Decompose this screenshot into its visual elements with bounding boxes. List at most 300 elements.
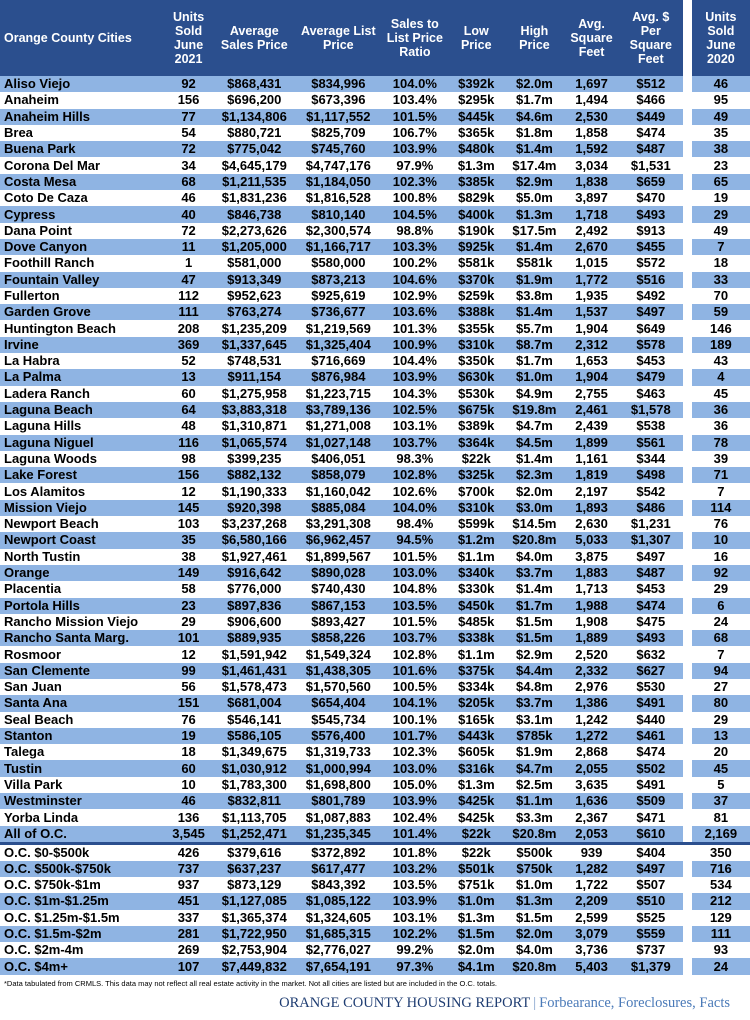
cell-sales-to-list: 103.1%: [392, 909, 437, 925]
cell-high-price: $2.5m: [516, 776, 553, 792]
column-gap: [683, 76, 692, 92]
cell-units-2020: 212: [692, 893, 750, 909]
cell-units-2020: 36: [713, 418, 729, 434]
cell-units-2021: 145: [164, 500, 214, 516]
column-gap: [683, 174, 692, 190]
cell-avg-per-sqft: $466: [636, 92, 666, 108]
column-gap: [683, 402, 692, 418]
cell-high-price: $20.8m: [504, 958, 564, 974]
cell-avg-sales-price: $3,883,318: [213, 402, 295, 418]
cell-low-price: $751k: [458, 877, 495, 893]
cell-sales-to-list: 103.1%: [392, 418, 437, 434]
cell-units-2020: 45: [692, 760, 750, 776]
cell-high-price: $4.0m: [516, 942, 553, 958]
cell-avg-sqft: 1,713: [575, 581, 608, 597]
column-gap: [683, 760, 692, 776]
column-gap: [683, 288, 692, 304]
cell-avg-per-sqft: $530: [636, 679, 666, 695]
column-gap: [683, 223, 692, 239]
cell-avg-per-sqft: $510: [618, 893, 683, 909]
cell-high-price: $2.0m: [504, 926, 564, 942]
cell-avg-list-price: $3,291,308: [305, 516, 371, 532]
column-gap: [683, 843, 692, 861]
cell-city: Ladera Ranch: [4, 385, 90, 401]
column-gap: [683, 157, 692, 173]
column-gap: [683, 926, 692, 942]
cell-sales-to-list: 94.5%: [381, 532, 448, 548]
column-gap: [683, 500, 692, 516]
cell-avg-list-price: $893,427: [311, 613, 366, 629]
cell-avg-sqft: 2,530: [565, 109, 619, 125]
cell-units-2021: 58: [181, 581, 196, 597]
cell-avg-sales-price: $546,141: [227, 711, 282, 727]
column-gap: [683, 744, 692, 760]
cell-avg-per-sqft: $632: [636, 646, 666, 662]
cell-low-price: $829k: [458, 190, 495, 206]
cell-units-2021: 111: [164, 304, 214, 320]
cell-high-price: $17.5m: [512, 222, 557, 238]
cell-units-2020: 45: [713, 385, 729, 401]
cell-sales-to-list: 106.7%: [392, 125, 437, 141]
cell-units-2020: 65: [692, 174, 750, 190]
cell-units-2021: 1: [184, 255, 193, 271]
cell-avg-list-price: $1,160,042: [305, 483, 371, 499]
cell-high-price: $17.4m: [512, 157, 557, 173]
cell-units-2020: 24: [713, 613, 729, 629]
cell-avg-list-price: $1,324,605: [305, 909, 371, 925]
cell-city: Newport Beach: [4, 516, 99, 532]
cell-avg-sqft: 1,883: [565, 565, 619, 581]
cell-sales-to-list: 102.8%: [381, 467, 448, 483]
cell-units-2021: 52: [181, 353, 196, 369]
table-row: [0, 288, 750, 304]
cell-high-price: $5.7m: [516, 320, 553, 336]
table-row: [0, 695, 750, 711]
cell-avg-per-sqft: $561: [618, 435, 683, 451]
cell-avg-sqft: 1,494: [575, 92, 608, 108]
cell-units-2020: 129: [710, 909, 732, 925]
column-gap: [683, 877, 692, 893]
cell-avg-per-sqft: $486: [618, 500, 683, 516]
cell-avg-per-sqft: $649: [636, 320, 666, 336]
cell-avg-sales-price: $7,449,832: [213, 958, 295, 974]
cell-avg-sqft: 1,722: [575, 877, 608, 893]
cell-city: O.C. $500k-$750k: [0, 861, 164, 877]
cell-avg-sqft: 1,161: [575, 450, 608, 466]
cell-avg-list-price: $810,140: [295, 206, 381, 222]
cell-avg-sqft: 2,439: [575, 418, 608, 434]
cell-high-price: $1.1m: [504, 793, 564, 809]
cell-avg-list-price: $580,000: [311, 255, 366, 271]
cell-sales-to-list: 103.9%: [381, 793, 448, 809]
cell-avg-list-price: $867,153: [295, 598, 381, 614]
cell-avg-list-price: $843,392: [311, 877, 366, 893]
table-row: [0, 532, 750, 548]
cell-units-2021: 77: [164, 109, 214, 125]
cell-avg-sqft: 2,520: [575, 646, 608, 662]
cell-avg-sqft: 1,904: [575, 320, 608, 336]
cell-high-price: $20.8m: [504, 826, 564, 844]
cell-avg-sales-price: $916,642: [213, 565, 295, 581]
cell-avg-per-sqft: $559: [618, 926, 683, 942]
cell-sales-to-list: 100.5%: [392, 679, 437, 695]
cell-avg-sqft: 2,209: [565, 893, 619, 909]
cell-units-2020: 111: [692, 926, 750, 942]
cell-sales-to-list: 101.5%: [392, 548, 437, 564]
cell-avg-sales-price: $763,274: [213, 304, 295, 320]
cell-low-price: $205k: [448, 695, 504, 711]
cell-avg-sales-price: $920,398: [213, 500, 295, 516]
cell-avg-sqft: 1,904: [565, 369, 619, 385]
cell-avg-per-sqft: $461: [618, 728, 683, 744]
cell-avg-list-price: $372,892: [311, 844, 366, 860]
cell-units-2021: 369: [164, 337, 214, 353]
cell-avg-list-price: $2,776,027: [305, 942, 371, 958]
table-row: [0, 614, 750, 630]
column-gap: [683, 418, 692, 434]
cell-avg-sales-price: $868,431: [213, 76, 295, 92]
cell-units-2020: 7: [717, 646, 725, 662]
cell-sales-to-list: 97.9%: [396, 157, 434, 173]
cell-city: Anaheim Hills: [0, 109, 164, 125]
cell-city: Brea: [4, 125, 33, 141]
cell-units-2021: 46: [164, 793, 214, 809]
cell-city: Tustin: [0, 760, 164, 776]
cell-low-price: $480k: [448, 141, 504, 157]
cell-avg-sales-price: $581,000: [227, 255, 282, 271]
cell-high-price: $2.0m: [516, 483, 553, 499]
cell-high-price: $19.8m: [504, 402, 564, 418]
report-footer: [279, 995, 730, 1012]
cell-avg-sales-price: $1,127,085: [213, 893, 295, 909]
cell-units-2020: 94: [692, 663, 750, 679]
cell-city: Santa Ana: [0, 695, 164, 711]
cell-city: Huntington Beach: [4, 320, 116, 336]
cell-avg-per-sqft: $440: [636, 711, 666, 727]
table-row: [0, 125, 750, 141]
cell-units-2021: 68: [164, 174, 214, 190]
cell-sales-to-list: 101.5%: [392, 613, 437, 629]
table-row: [0, 679, 750, 695]
footer-topic: Forbearance, Foreclosures, Facts: [539, 995, 730, 1011]
cell-low-price: $334k: [458, 679, 495, 695]
column-gap: [683, 255, 692, 271]
cell-city: Fullerton: [4, 288, 60, 303]
cell-low-price: $310k: [448, 337, 504, 353]
cell-sales-to-list: 100.2%: [392, 255, 437, 271]
cell-avg-sales-price: $1,252,471: [213, 826, 295, 844]
table-row: [0, 861, 750, 877]
cell-avg-sqft: 2,976: [575, 679, 608, 695]
cell-sales-to-list: 102.9%: [392, 288, 437, 303]
cell-units-2020: 33: [692, 272, 750, 288]
cell-avg-sqft: 1,697: [565, 76, 619, 92]
cell-avg-sales-price: $1,578,473: [221, 679, 287, 695]
cell-units-2021: 3,545: [164, 826, 214, 844]
cell-avg-per-sqft: $578: [618, 337, 683, 353]
cell-units-2020: 29: [692, 206, 750, 222]
cell-units-2021: 56: [181, 679, 196, 695]
table-row: [0, 712, 750, 728]
cell-units-2020: 49: [713, 222, 729, 238]
cell-avg-per-sqft: $474: [636, 744, 666, 760]
cell-city: Laguna Woods: [4, 450, 97, 466]
cell-avg-sales-price: $681,004: [213, 695, 295, 711]
table-row: [0, 255, 750, 271]
cell-low-price: $389k: [458, 418, 495, 434]
table-row: [0, 663, 750, 679]
cell-avg-sqft: 1,282: [565, 861, 619, 877]
cell-low-price: $1.3m: [457, 909, 495, 925]
cell-high-price: $2.9m: [504, 174, 564, 190]
cell-low-price: $1.3m: [457, 776, 495, 792]
table-row: [0, 109, 750, 125]
footnote: *Data tabulated from CRMLS. This data may not reflect all real estate activity in the market. Not all cities are listed but are included in the O.C. totals.: [4, 979, 498, 988]
cell-sales-to-list: 104.3%: [392, 385, 437, 401]
cell-sales-to-list: 103.9%: [381, 369, 448, 385]
cell-units-2020: 95: [713, 92, 729, 108]
column-gap: [683, 793, 692, 809]
cell-avg-sales-price: $1,310,871: [221, 418, 287, 434]
cell-avg-sqft: 939: [580, 844, 603, 860]
cell-avg-list-price: $1,549,324: [305, 646, 371, 662]
cell-units-2021: 29: [181, 613, 196, 629]
cell-city: Corona Del Mar: [4, 157, 101, 173]
cell-units-2020: 146: [710, 320, 732, 336]
cell-avg-sales-price: $637,237: [213, 861, 295, 877]
cell-avg-sales-price: $776,000: [227, 581, 282, 597]
cell-city: Los Alamitos: [4, 483, 86, 499]
cell-avg-sqft: 1,592: [565, 141, 619, 157]
cell-avg-sqft: 1,838: [565, 174, 619, 190]
table-row: [0, 565, 750, 581]
cell-avg-per-sqft: $455: [618, 239, 683, 255]
cell-low-price: $630k: [448, 369, 504, 385]
cell-avg-sqft: 2,055: [565, 760, 619, 776]
cell-low-price: $425k: [448, 793, 504, 809]
cell-avg-sales-price: $1,927,461: [221, 548, 287, 564]
cell-avg-list-price: $1,085,122: [295, 893, 381, 909]
cell-avg-list-price: $1,271,008: [305, 418, 371, 434]
cell-high-price: $1.4m: [504, 141, 564, 157]
cell-units-2020: 7: [717, 483, 725, 499]
cell-city: Laguna Beach: [0, 402, 164, 418]
cell-low-price: $392k: [448, 76, 504, 92]
cell-city: Lake Forest: [0, 467, 164, 483]
cell-low-price: $443k: [448, 728, 504, 744]
cell-avg-sales-price: $696,200: [227, 92, 282, 108]
cell-units-2020: 70: [713, 288, 729, 303]
table-row: [0, 76, 750, 92]
cell-low-price: $675k: [448, 402, 504, 418]
column-gap: [683, 630, 692, 646]
cell-avg-sales-price: $1,591,942: [221, 646, 287, 662]
cell-avg-sqft: 1,386: [565, 695, 619, 711]
cell-avg-per-sqft: $487: [618, 141, 683, 157]
column-gap: [683, 337, 692, 353]
cell-units-2021: 12: [181, 483, 196, 499]
cell-avg-sqft: 2,755: [575, 385, 608, 401]
cell-avg-list-price: $834,996: [295, 76, 381, 92]
cell-avg-list-price: $740,430: [311, 581, 366, 597]
table-row: [0, 239, 750, 255]
cell-city: O.C. $1m-$1.25m: [0, 893, 164, 909]
cell-low-price: $310k: [448, 500, 504, 516]
cell-avg-sales-price: $3,237,268: [221, 516, 287, 532]
column-gap: [683, 777, 692, 793]
cell-units-2021: 208: [177, 320, 200, 336]
cell-high-price: $14.5m: [512, 516, 557, 532]
cell-high-price: $2.3m: [504, 467, 564, 483]
cell-avg-sales-price: $880,721: [227, 125, 282, 141]
header-avg-sqft: Avg. Square Feet: [565, 0, 619, 76]
table-row: [0, 190, 750, 206]
cell-avg-sales-price: $1,722,950: [213, 926, 295, 942]
cell-avg-list-price: $6,962,457: [295, 532, 381, 548]
cell-high-price: $20.8m: [504, 532, 564, 548]
cell-units-2020: 37: [692, 793, 750, 809]
cell-high-price: $4.6m: [504, 109, 564, 125]
column-gap: [683, 712, 692, 728]
cell-avg-sqft: 3,897: [575, 190, 608, 206]
cell-units-2020: 59: [692, 304, 750, 320]
cell-avg-per-sqft: $572: [636, 255, 666, 271]
cell-city: Coto De Caza: [4, 190, 88, 206]
cell-low-price: $22k: [461, 450, 491, 466]
cell-avg-sales-price: $1,337,645: [213, 337, 295, 353]
column-gap: [683, 467, 692, 483]
cell-avg-sales-price: $379,616: [227, 844, 282, 860]
cell-avg-per-sqft: $1,307: [618, 532, 683, 548]
table-row: [0, 386, 750, 402]
cell-avg-sales-price: $1,205,000: [213, 239, 295, 255]
cell-avg-list-price: $1,000,994: [295, 760, 381, 776]
cell-avg-per-sqft: $453: [636, 353, 666, 369]
cell-avg-sales-price: $1,065,574: [213, 435, 295, 451]
cell-low-price: $22k: [448, 826, 504, 844]
cell-units-2020: 93: [713, 942, 729, 958]
cell-units-2021: 136: [177, 809, 200, 825]
cell-city: Rosmoor: [4, 646, 62, 662]
cell-avg-per-sqft: $449: [618, 109, 683, 125]
column-gap: [683, 92, 692, 108]
column-gap: [683, 369, 692, 385]
table-row: [0, 353, 750, 369]
table-row: [0, 272, 750, 288]
footer-separator: |: [533, 995, 537, 1011]
cell-sales-to-list: 102.5%: [381, 402, 448, 418]
cell-units-2020: 10: [692, 532, 750, 548]
column-gap: [683, 728, 692, 744]
table-row: [0, 744, 750, 760]
cell-avg-sqft: 1,718: [565, 206, 619, 222]
cell-high-price: $2.0m: [504, 76, 564, 92]
cell-avg-per-sqft: $344: [636, 450, 666, 466]
table-row: [0, 942, 750, 958]
table-row: [0, 910, 750, 926]
cell-city: Orange: [0, 565, 164, 581]
cell-avg-sales-price: $2,273,626: [221, 222, 287, 238]
cell-avg-per-sqft: $497: [618, 861, 683, 877]
table-row: [0, 337, 750, 353]
cell-sales-to-list: 100.9%: [381, 337, 448, 353]
cell-avg-list-price: $1,027,148: [295, 435, 381, 451]
cell-units-2021: 937: [177, 877, 200, 893]
cell-avg-sales-price: $1,190,333: [221, 483, 287, 499]
cell-avg-sales-price: $1,831,236: [221, 190, 287, 206]
column-gap: [683, 532, 692, 548]
cell-avg-list-price: $885,084: [295, 500, 381, 516]
cell-avg-per-sqft: $491: [618, 695, 683, 711]
table-row: [0, 926, 750, 942]
cell-avg-sales-price: $1,349,675: [221, 744, 287, 760]
cell-low-price: $4.1m: [448, 958, 504, 974]
cell-low-price: $316k: [448, 760, 504, 776]
cell-units-2020: 78: [692, 435, 750, 451]
cell-avg-sqft: 3,875: [575, 548, 608, 564]
table-row: [0, 777, 750, 793]
cell-low-price: $370k: [448, 272, 504, 288]
column-gap: [683, 125, 692, 141]
cell-avg-per-sqft: $497: [636, 548, 666, 564]
cell-avg-list-price: $825,709: [311, 125, 366, 141]
cell-avg-per-sqft: $479: [618, 369, 683, 385]
cell-units-2021: 112: [178, 288, 200, 303]
cell-units-2020: 80: [692, 695, 750, 711]
table-row: [0, 174, 750, 190]
cell-avg-list-price: $1,184,050: [295, 174, 381, 190]
cell-high-price: $581k: [516, 255, 553, 271]
cell-low-price: $365k: [458, 125, 495, 141]
cell-sales-to-list: 102.2%: [381, 926, 448, 942]
cell-avg-sqft: 2,670: [565, 239, 619, 255]
cell-city: Placentia: [4, 581, 62, 597]
cell-avg-sqft: 2,630: [575, 516, 608, 532]
cell-avg-sqft: 2,461: [565, 402, 619, 418]
cell-city: La Palma: [0, 369, 164, 385]
cell-sales-to-list: 101.6%: [381, 663, 448, 679]
cell-avg-sqft: 1,988: [565, 598, 619, 614]
cell-avg-sqft: 1,899: [565, 435, 619, 451]
cell-units-2021: 13: [164, 369, 214, 385]
cell-sales-to-list: 103.4%: [392, 92, 437, 108]
column-gap: [683, 809, 692, 825]
cell-units-2020: 76: [713, 516, 729, 532]
cell-avg-sales-price: $586,105: [213, 728, 295, 744]
header-sales-to-list: Sales to List Price Ratio: [381, 0, 448, 76]
table-row: [0, 893, 750, 909]
cell-avg-list-price: $1,698,800: [305, 776, 371, 792]
cell-low-price: $501k: [448, 861, 504, 877]
table-row: [0, 646, 750, 662]
column-gap: [683, 386, 692, 402]
cell-units-2021: 40: [164, 206, 214, 222]
table-body: [0, 76, 750, 975]
cell-avg-list-price: $858,226: [295, 630, 381, 646]
table-row: [0, 402, 750, 418]
cell-avg-list-price: $801,789: [295, 793, 381, 809]
column-gap: [683, 958, 692, 974]
table-row: [0, 304, 750, 320]
cell-units-2020: 20: [713, 744, 729, 760]
cell-city: Garden Grove: [0, 304, 164, 320]
cell-low-price: $340k: [448, 565, 504, 581]
cell-city: O.C. $1.25m-$1.5m: [4, 909, 120, 925]
column-gap: [683, 451, 692, 467]
cell-city: Costa Mesa: [0, 174, 164, 190]
cell-avg-list-price: $1,899,567: [305, 548, 371, 564]
cell-city: O.C. $1.5m-$2m: [0, 926, 164, 942]
